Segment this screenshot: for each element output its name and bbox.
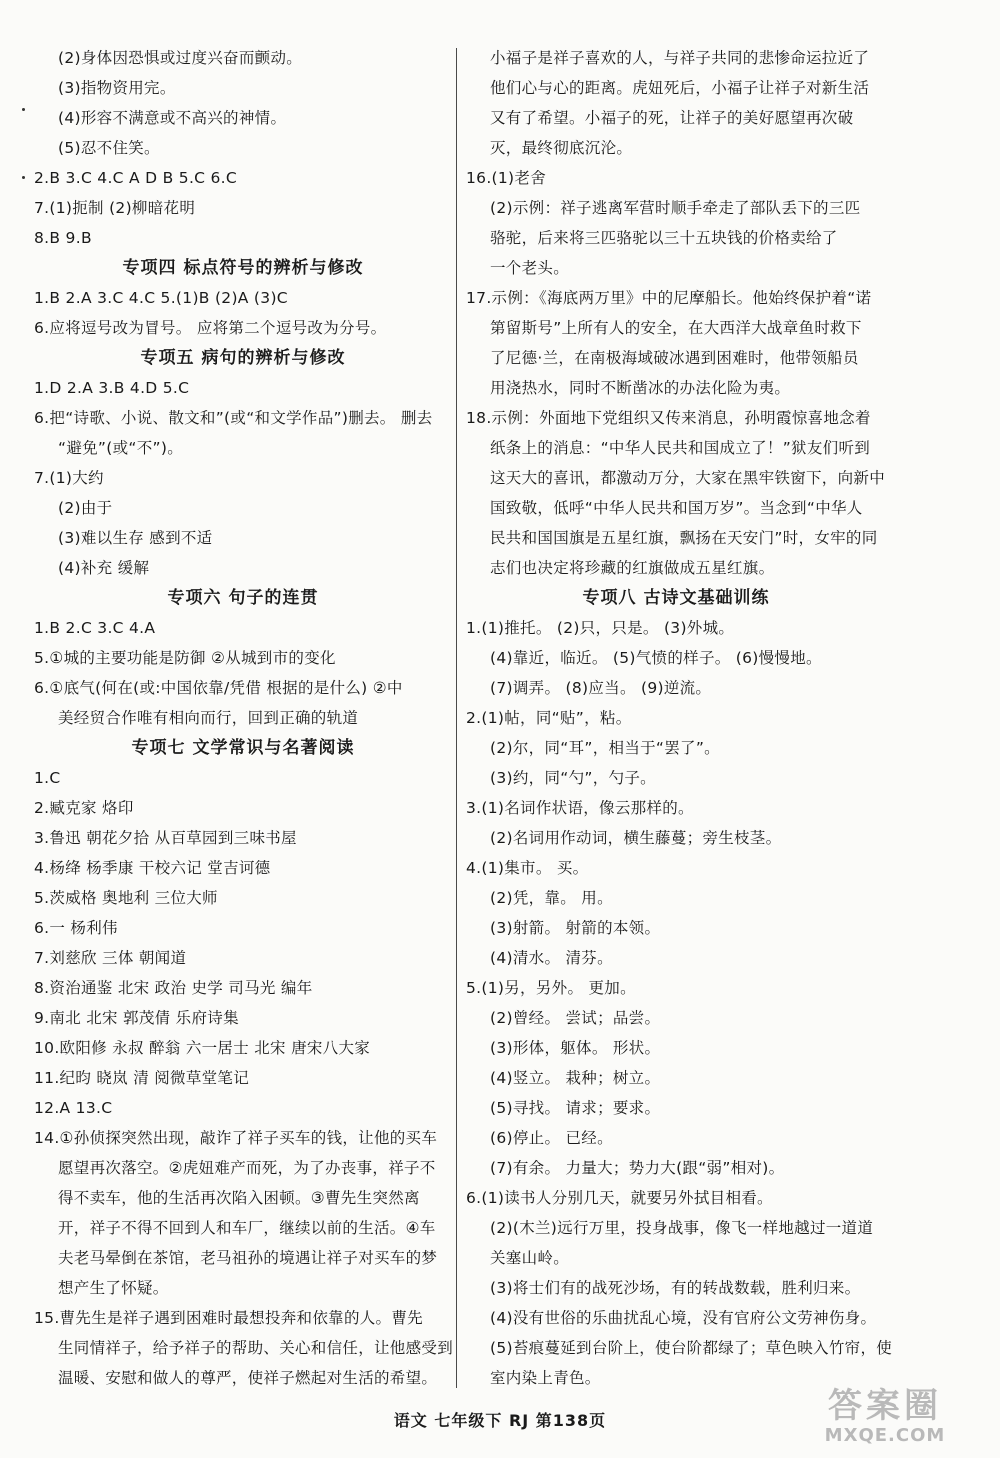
- answer-line: 10.欧阳修 永叔 醉翁 六一居士 北宋 唐宋八大家: [34, 1039, 371, 1057]
- answer-line: 14.①孙侦探突然出现，敲诈了祥子买车的钱，让他的买车: [34, 1129, 438, 1147]
- answer-line: (3)形体，躯体。 形状。: [490, 1039, 661, 1057]
- answer-line: 愿望再次落空。②虎妞难产而死，为了办丧事，祥子不: [58, 1159, 436, 1177]
- answer-line: 1.D 2.A 3.B 4.D 5.C: [34, 379, 190, 397]
- answer-line: 生同情祥子，给予祥子的帮助、关心和信任，让他感受到: [58, 1339, 454, 1357]
- section-heading: 专项七 文学常识与名著阅读: [131, 738, 355, 758]
- answer-line: 灭，最终彻底沉沦。: [490, 139, 633, 157]
- answer-line: 一个老头。: [490, 259, 570, 277]
- left-column: [34, 48, 452, 1398]
- answer-line: 6.(1)读书人分别几天，就要另外拭目相看。: [466, 1189, 773, 1207]
- answer-line: 15.曹先生是祥子遇到困难时最想投奔和依靠的人。曹先: [34, 1309, 423, 1327]
- answer-line: 5.茨威格 奥地利 三位大师: [34, 889, 218, 907]
- right-column: [466, 48, 893, 1398]
- margin-dot: [22, 108, 25, 111]
- answer-line: (2)(木兰)远行万里，投身战事，像飞一样地越过一道道: [490, 1219, 874, 1237]
- answer-line: (4)形容不满意或不高兴的神情。: [58, 109, 287, 127]
- answer-line: 志们也决定将珍藏的红旗做成五星红旗。: [490, 559, 775, 577]
- answer-line: 民共和国国旗是五星红旗，飘扬在天安门”时，女牢的同: [490, 529, 878, 547]
- answer-line: (4)清水。 清芬。: [490, 949, 613, 967]
- answer-line: 7.(1)大约: [34, 469, 104, 487]
- answer-line: 1.(1)推托。 (2)只，只是。 (3)外城。: [466, 619, 735, 637]
- answer-line: 2.(1)帖，同“贴”，粘。: [466, 709, 632, 727]
- answer-line: 5.①城的主要功能是防御 ②从城到市的变化: [34, 649, 336, 667]
- answer-line: 1.B 2.C 3.C 4.A: [34, 619, 156, 637]
- answer-line: 9.南北 北宋 郭茂倩 乐府诗集: [34, 1009, 239, 1027]
- answer-line: (5)苔痕蔓延到台阶上，使台阶都绿了；草色映入竹帘，使: [490, 1339, 893, 1357]
- answer-line: 又有了希望。小福子的死，让祥子的美好愿望再次破: [490, 109, 854, 127]
- answer-line: 小福子是祥子喜欢的人，与祥子共同的悲惨命运拉近了: [490, 49, 870, 67]
- answer-line: 骆驼，后来将三匹骆驼以三十五块钱的价格卖给了: [490, 229, 838, 247]
- section-heading: 专项四 标点符号的辨析与修改: [122, 258, 364, 278]
- watermark-text: 答案圈: [828, 1386, 942, 1426]
- answer-line: 3.鲁迅 朝花夕拾 从百草园到三味书屋: [34, 829, 297, 847]
- answer-line: (2)身体因恐惧或过度兴奋而颤动。: [58, 49, 303, 67]
- answer-line: 2.臧克家 烙印: [34, 799, 134, 817]
- answer-line: (2)名词用作动词，横生藤蔓；旁生枝茎。: [490, 829, 782, 847]
- answer-line: (3)射箭。 射箭的本领。: [490, 919, 661, 937]
- answer-line: 温暖、安慰和做人的尊严，使祥子燃起对生活的希望。: [58, 1369, 438, 1387]
- answer-line: 3.(1)名词作状语，像云那样的。: [466, 799, 694, 817]
- answer-line: (7)有余。 力量大；势力大(跟“弱”相对)。: [490, 1159, 785, 1177]
- answer-line: 16.(1)老舍: [466, 169, 547, 187]
- answer-line: 18.示例：外面地下党组织又传来消息，孙明霞惊喜地念着: [466, 409, 871, 427]
- answer-line: (2)示例：祥子逃离军营时顺手牵走了部队丢下的三匹: [490, 199, 861, 217]
- answer-line: 室内染上青色。: [490, 1369, 601, 1387]
- answer-line: 1.B 2.A 3.C 4.C 5.(1)B (2)A (3)C: [34, 289, 288, 307]
- answer-line: (2)凭，靠。 用。: [490, 889, 613, 907]
- answer-line: 6.①底气(何在(或:中国依靠/凭借 根据的是什么) ②中: [34, 679, 403, 697]
- section-heading: 专项八 古诗文基础训练: [582, 588, 770, 608]
- section-heading: 专项六 句子的连贯: [167, 588, 319, 608]
- answer-line: 6.一 杨利伟: [34, 919, 118, 937]
- column-divider: [456, 48, 457, 1388]
- answer-line: 12.A 13.C: [34, 1099, 113, 1117]
- answer-line: (6)停止。 已经。: [490, 1129, 613, 1147]
- answer-line: (3)约，同“勺”，勺子。: [490, 769, 656, 787]
- section-heading: 专项五 病句的辨析与修改: [140, 348, 346, 368]
- answer-line: 8.资治通鉴 北宋 政治 史学 司马光 编年: [34, 979, 313, 997]
- answer-line: (4)补充 缓解: [58, 559, 150, 577]
- answer-line: 开，祥子不得不回到人和车厂，继续以前的生活。④车: [58, 1219, 436, 1237]
- answer-line: (4)竖立。 栽种；树立。: [490, 1069, 661, 1087]
- answer-line: 7.刘慈欣 三体 朝闻道: [34, 949, 187, 967]
- answer-line: (2)由于: [58, 499, 113, 517]
- watermark-url: MXQE.COM: [824, 1425, 946, 1446]
- answer-line: 1.C: [34, 769, 61, 787]
- answer-line: 这天大的喜讯，都激动万分，大家在黑牢铁窗下，向新中: [490, 469, 886, 487]
- answer-line: 美经贸合作唯有相向而行，回到正确的轨道: [58, 709, 359, 727]
- answer-line: 4.(1)集市。 买。: [466, 859, 589, 877]
- answer-line: 5.(1)另，另外。 更加。: [466, 979, 636, 997]
- margin-dot: [22, 176, 25, 179]
- answer-line: 8.B 9.B: [34, 229, 92, 247]
- answer-line: 国致敬，低呼“中华人民共和国万岁”。当念到“中华人: [490, 499, 863, 517]
- answer-line: 6.应将逗号改为冒号。 应将第二个逗号改为分号。: [34, 319, 387, 337]
- answer-line: (5)寻找。 请求；要求。: [490, 1099, 661, 1117]
- answer-line: 17.示例：《海底两万里》中的尼摩船长。他始终保护着“诺: [466, 289, 872, 307]
- answer-line: 2.B 3.C 4.C A D B 5.C 6.C: [34, 169, 238, 187]
- answer-line: 第留斯号”上所有人的安全，在大西洋大战章鱼时救下: [490, 319, 862, 337]
- page-footer: 语文 七年级下 RJ 第138页: [393, 1411, 607, 1430]
- answer-line: 得不卖车，他的生活再次陷入困顿。③曹先生突然离: [58, 1189, 420, 1207]
- watermark-logo: [810, 1387, 960, 1446]
- answer-line: (2)曾经。 尝试；品尝。: [490, 1009, 661, 1027]
- answer-line: 用浇热水，同时不断凿冰的办法化险为夷。: [490, 379, 791, 397]
- answer-line: 4.杨绛 杨季康 干校六记 堂吉诃德: [34, 859, 271, 877]
- answer-line: (5)忍不住笑。: [58, 139, 160, 157]
- answer-line: (2)尔，同“耳”，相当于“罢了”。: [490, 739, 720, 757]
- answer-line: (4)靠近，临近。 (5)气愤的样子。 (6)慢慢地。: [490, 649, 822, 667]
- answer-line: “避免”(或“不”)。: [58, 439, 184, 457]
- answer-line: 了尼德·兰，在南极海域破冰遇到困难时，他带领船员: [490, 349, 859, 367]
- answer-line: 想产生了怀疑。: [58, 1279, 169, 1297]
- answer-line: 关塞山岭。: [490, 1249, 570, 1267]
- answer-line: (4)没有世俗的乐曲扰乱心境，没有官府公文劳神伤身。: [490, 1309, 877, 1327]
- answer-line: 11.纪昀 晓岚 清 阅微草堂笔记: [34, 1069, 250, 1087]
- answer-line: 夫老马晕倒在茶馆，老马祖孙的境遇让祥子对买车的梦: [58, 1249, 438, 1267]
- answer-line: (3)将士们有的战死沙场，有的转战数载，胜利归来。: [490, 1279, 861, 1297]
- answer-line: 纸条上的消息：“中华人民共和国成立了！”狱友们听到: [490, 439, 871, 457]
- answer-line: 6.把“诗歌、小说、散文和”(或“和文学作品”)删去。 删去: [34, 409, 433, 427]
- answer-line: (3)指物资用完。: [58, 79, 176, 97]
- answer-line: (7)调弄。 (8)应当。 (9)逆流。: [490, 679, 712, 697]
- answer-line: 7.(1)扼制 (2)柳暗花明: [34, 199, 196, 217]
- answer-line: 他们心与心的距离。虎妞死后，小福子让祥子对新生活: [490, 79, 870, 97]
- answer-line: (3)难以生存 感到不适: [58, 529, 213, 547]
